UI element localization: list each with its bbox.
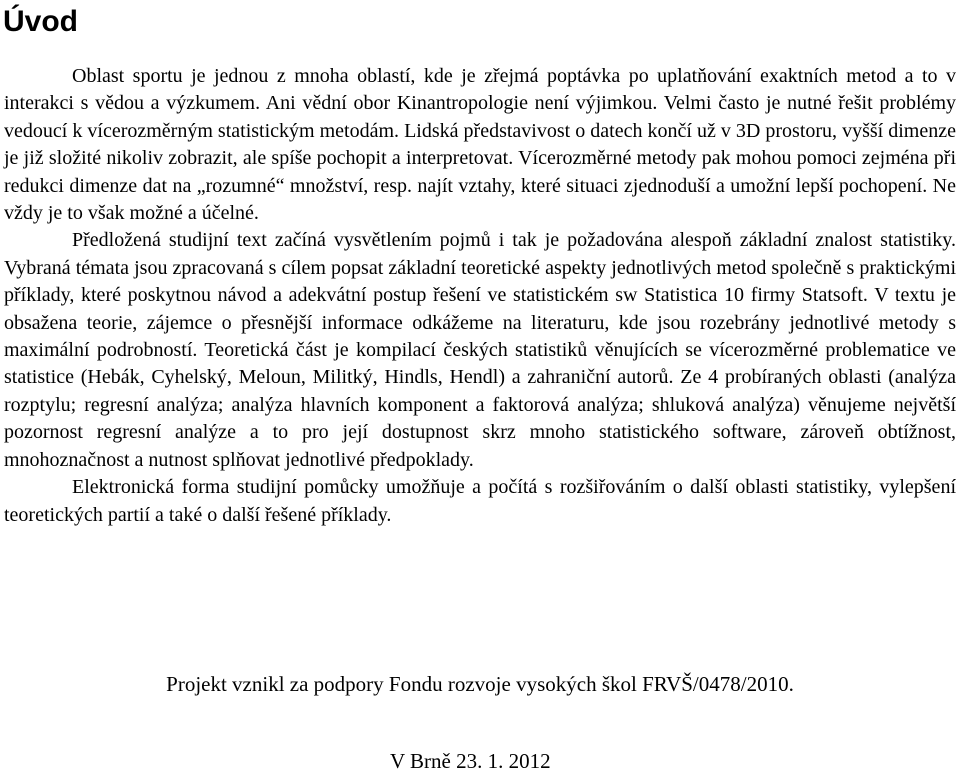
place-date: V Brně 23. 1. 2012 — [390, 749, 551, 773]
paragraph-intro: Oblast sportu je jednou z mnoha oblastí, kde je zřejmá poptávka po uplatňování exaktních metod a to v interakci s vědou a výzkumem. Ani vědní obor Kinantropologie není výjimkou. Velmi často je nutné řešit problémy vedoucí k vícerozměrným statistickým metodám. Lidská představivost o datech končí už v 3D prostoru, vyšší dimenze je již složité nikoliv zobrazit, ale spíše pochopit a interpretovat. Vícerozměrné metody pak mohou pomoci zejména při redukci dimenze dat na „rozumné“ množství, resp. najít vztahy, které situaci zjednoduší a umožní lepší pochopení. Ne vždy je to však možné a účelné. — [4, 65, 956, 225]
body-text — [4, 63, 956, 529]
paragraph-content: Předložená studijní text začíná vysvětlením pojmů i tak je požadována alespoň základní znalost statistiky. Vybraná témata jsou zpracovaná s cílem popsat základní teoretické aspekty jednotlivých metod společně s praktickými příklady, které poskytnou návod a adekvátní postup řešení ve statistickém sw Statistica 10 firmy Statsoft. V textu je obsažena teorie, zájemce o přesnější informace odkážeme na literaturu, kde jsou rozebrány jednotlivé metody s maximální podrobností. Teoretická část je kompilací českých statistiků věnujících se vícerozměrné problematice ve statistice (Hebák, Cyhelský, Meloun, Militký, Hindls, Hendl) a zahraniční autorů. Ze 4 probíraných oblasti (analýza rozptylu; regresní analýza; analýza hlavních komponent a faktorová analýza; shluková analýza) věnujeme největší pozornost regresní analýze a to pro její dostupnost skrz mnoho statistického software, zároveň obtížnost, mnohoznačnost a nutnost splňovat jednotlivé předpoklady. — [4, 229, 956, 471]
project-note-line — [0, 670, 960, 698]
section-heading: Úvod — [3, 5, 78, 38]
paragraph-electronic-form: Elektronická forma studijní pomůcky umožňuje a počítá s rozšiřováním o další oblasti statistiky, vylepšení teoretických partií a také o další řešené příklady. — [4, 476, 956, 526]
project-note: Projekt vznikl za podpory Fondu rozvoje vysokých škol FRVŠ/0478/2010. — [166, 672, 794, 696]
